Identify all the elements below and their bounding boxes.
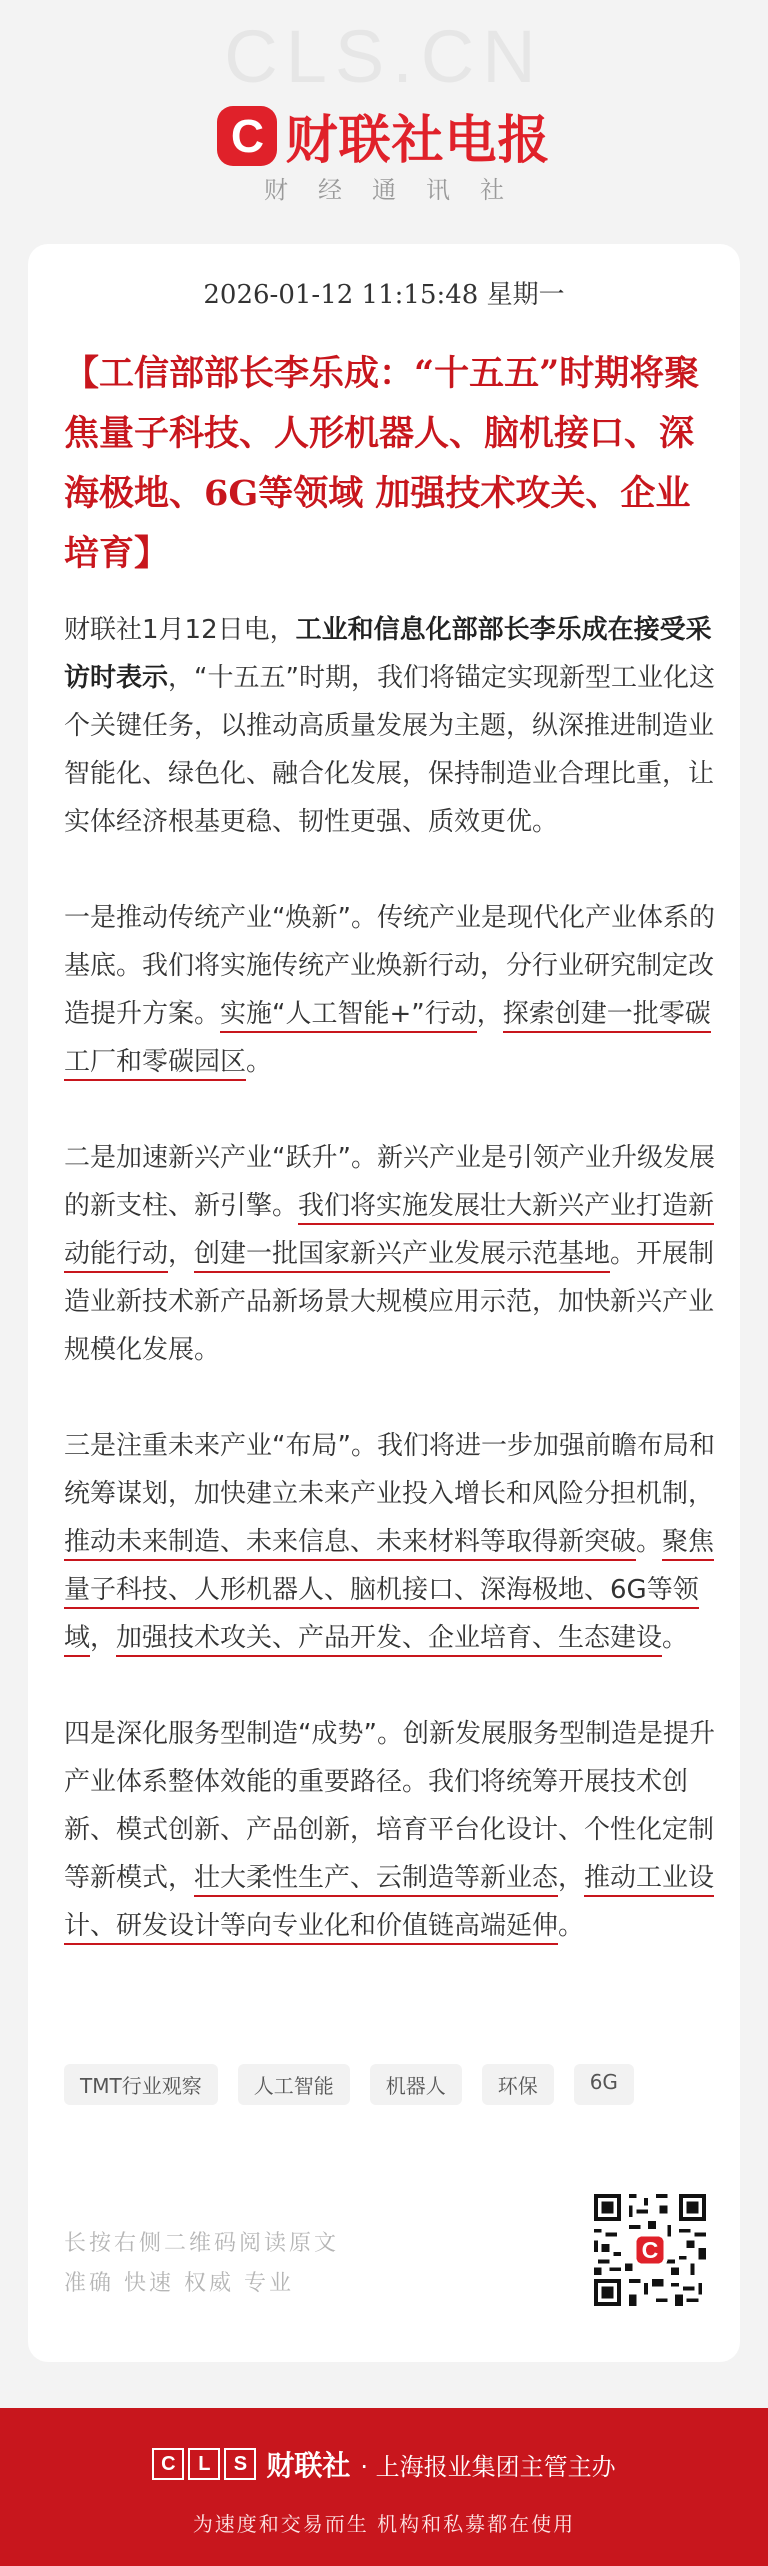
tag-tmt[interactable]: TMT行业观察 (64, 2064, 218, 2105)
text: 二是加速新兴产业“跃升”。新兴产业是引领产业升级发展的新支柱、新引擎。 (64, 1143, 715, 1221)
highlight-text: 工业和信息化部部长李乐成在接受采访时表示 (64, 615, 712, 693)
footer-text (64, 2224, 339, 2304)
underlined-text: 加强技术攻关、产品开发、企业培育、生态建设 (116, 1623, 662, 1657)
underlined-text: 壮大柔性生产、云制造等新业态 (194, 1863, 558, 1897)
paragraph-intro (64, 606, 724, 846)
article-headline: 【工信部部长李乐成：“十五五”时期将聚焦量子科技、人形机器人、脑机接口、深海极地、6G等领域 加强技术攻关、企业培育】 (64, 353, 700, 574)
underlined-text: 我们将实施发展壮大新兴产业打造新动能行动 (64, 1191, 714, 1273)
footer-banner (0, 2408, 768, 2566)
text: ， (476, 999, 503, 1029)
watermark-text: CLS.CN (224, 15, 544, 98)
banner-brand: 财联社 (266, 2449, 351, 2482)
cls-logo-icon: C (217, 106, 277, 166)
underlined-text: 实施“人工智能+”行动 (220, 999, 477, 1033)
banner-slogan: 为速度和交易而生 机构和私募都在使用 (192, 2512, 576, 2536)
text: ， (90, 1623, 117, 1653)
text: 。 (636, 1527, 663, 1557)
brand-values: 准确 快速 权威 专业 (64, 2271, 294, 2296)
qr-code-icon[interactable] (594, 2194, 706, 2306)
text: 。 (662, 1623, 689, 1653)
qr-hint: 长按右侧二维码阅读原文 (64, 2231, 340, 2256)
underlined-text: 聚焦量子科技、人形机器人、脑机接口、深海极地、6G等领域 (64, 1527, 714, 1657)
underlined-text: 创建一批国家新兴产业发展示范基地 (194, 1239, 610, 1273)
text: ， (168, 1239, 195, 1269)
brand-logo (0, 98, 768, 173)
text: 财联社1月12日电， (64, 615, 296, 645)
cls-letter: S (224, 2448, 256, 2480)
underlined-text: 推动工业设计、研发设计等向专业化和价值链高端延伸 (64, 1863, 714, 1945)
paragraph-service-manufacturing (64, 1710, 724, 1950)
cls-letter: C (152, 2448, 184, 2480)
tag-environment[interactable]: 环保 (482, 2064, 554, 2105)
banner-organization: · 上海报业集团主管主办 (360, 2452, 616, 2481)
underlined-text: 推动未来制造、未来信息、未来材料等取得新突破 (64, 1527, 636, 1561)
text: 。开展制造业新技术新产品新场景大规模应用示范，加快新兴产业规模化发展。 (64, 1239, 715, 1365)
text: 。 (246, 1047, 273, 1077)
article-body (64, 606, 724, 1998)
text: 三是注重未来产业“布局”。我们将进一步加强前瞻布局和统筹谋划，加快建立未来产业投入增长和风险分担机制， (64, 1431, 715, 1509)
text: 。 (558, 1911, 585, 1941)
text: 四是深化服务型制造“成势”。创新发展服务型制造是提升产业体系整体效能的重要路径。我们将统筹开展技术创新、模式创新、产品创新，培育平台化设计、个性化定制等新模式， (64, 1719, 715, 1893)
underlined-text: 探索创建一批零碳工厂和零碳园区 (64, 999, 711, 1081)
tag-robot[interactable]: 机器人 (370, 2064, 462, 2105)
text: ， (558, 1863, 585, 1893)
tag-ai[interactable]: 人工智能 (238, 2064, 350, 2105)
text: 一是推动传统产业“焕新”。传统产业是现代化产业体系的基底。我们将实施传统产业焕新行动，分行业研究制定改造提升方案。 (64, 903, 715, 1029)
cls-logo (152, 2448, 256, 2480)
tag-list (64, 2064, 634, 2105)
paragraph-emerging-industry (64, 1134, 724, 1374)
qr-logo-letter: C (641, 2237, 659, 2264)
banner-brand-row (0, 2444, 768, 2484)
paragraph-traditional-industry (64, 894, 724, 1086)
article-datetime: 2026-01-12 11:15:48 星期一 (203, 280, 565, 310)
article-card (28, 244, 740, 2362)
text: ，“十五五”时期，我们将锚定实现新型工业化这个关键任务，以推动高质量发展为主题，纵深推进制造业智能化、绿色化、融合化发展，保持制造业合理比重，让实体经济根基更稳、韧性更强、质效更优。 (64, 663, 715, 837)
brand-tagline: 财经通讯社 (264, 176, 534, 204)
brand-title: 财联社电报 (285, 111, 551, 171)
cls-letter: L (188, 2448, 220, 2480)
paragraph-future-industry (64, 1422, 724, 1662)
tag-6g[interactable]: 6G (574, 2064, 634, 2105)
